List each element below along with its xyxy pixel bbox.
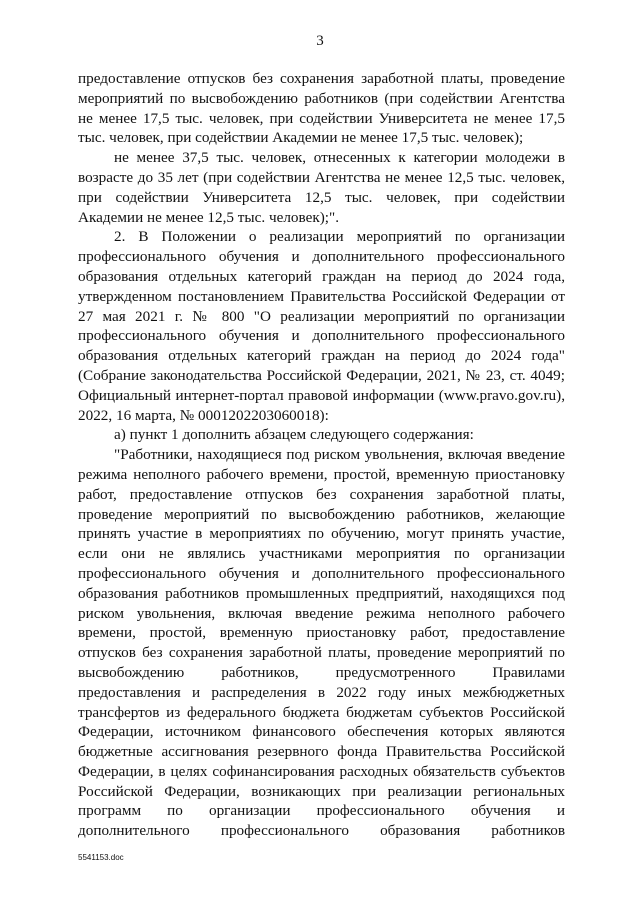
paragraph-subitem-a: а) пункт 1 дополнить абзацем следующего содержания:	[114, 426, 474, 444]
document-file-code: 5541153.doc	[78, 853, 124, 862]
paragraph-item-2: 2. В Положении о реализации мероприятий по организации профессионального обучения и дополнительного профессионального образования отдельных категорий граждан на период до 2024 года, утвержденном постановлением Правительства Российской Федерации от 27 мая 2021 г. № 800 "О реализации мероприятий по организации профессионального обучения и дополнительного профессионального образования отдельных категорий граждан на период до 2024 года" (Собрание законодательства Российской Федерации, 2021, № 23, ст. 4049; Официальный интернет-портал правовой информации (www.pravo.gov.ru), 2022, 16 марта, № 0001202203060018):	[78, 228, 565, 424]
document-body	[78, 69, 565, 841]
paragraph-youth-quota: не менее 37,5 тыс. человек, отнесенных к категории молодежи в возрасте до 35 лет (при содействии Агентства не менее 12,5 тыс. человек, при содействии Университета 12,5 тыс. человек, при содействии Академии не менее 12,5 тыс. человек);".	[78, 149, 565, 226]
paragraph-continuation: предоставление отпусков без сохранения заработной платы, проведение мероприятий по высвобождению работников (при содействии Агентства не менее 17,5 тыс. человек, при содействии Университета не менее 17,5 тыс. человек, при содействии Академии не менее 17,5 тыс. человек);	[78, 70, 565, 147]
page-number: 3	[316, 33, 324, 49]
paragraph-quoted-text: "Работники, находящиеся под риском увольнения, включая введение режима неполного рабочего времени, простой, временную приостановку работ, предоставление отпусков без сохранения заработной платы, проведение мероприятий по высвобождению работников, желающие принять участие в мероприятиях по обучению, могут принять участие, если они не являлись участниками мероприятия по организации профессионального обучения и дополнительного профессионального образования работников промышленных предприятий, находящихся под риском увольнения, включая введение режима неполного рабочего времени, простой, временную приостановку работ, предоставление отпусков без сохранения заработной платы, проведение мероприятий по высвобождению работников, предусмотренного Правилами предоставления и распределения в 2022 году иных межбюджетных трансфертов из федерального бюджета бюджетам субъектов Российской Федерации, источником финансового обеспечения которых являются бюджетные ассигнования резервного фонда Правительства Российской Федерации, в целях софинансирования расходных обязательств субъектов Российской Федерации, возникающих при реализации региональных программ по организации профессионального обучения и дополнительного профессионального образования работников	[78, 446, 565, 840]
